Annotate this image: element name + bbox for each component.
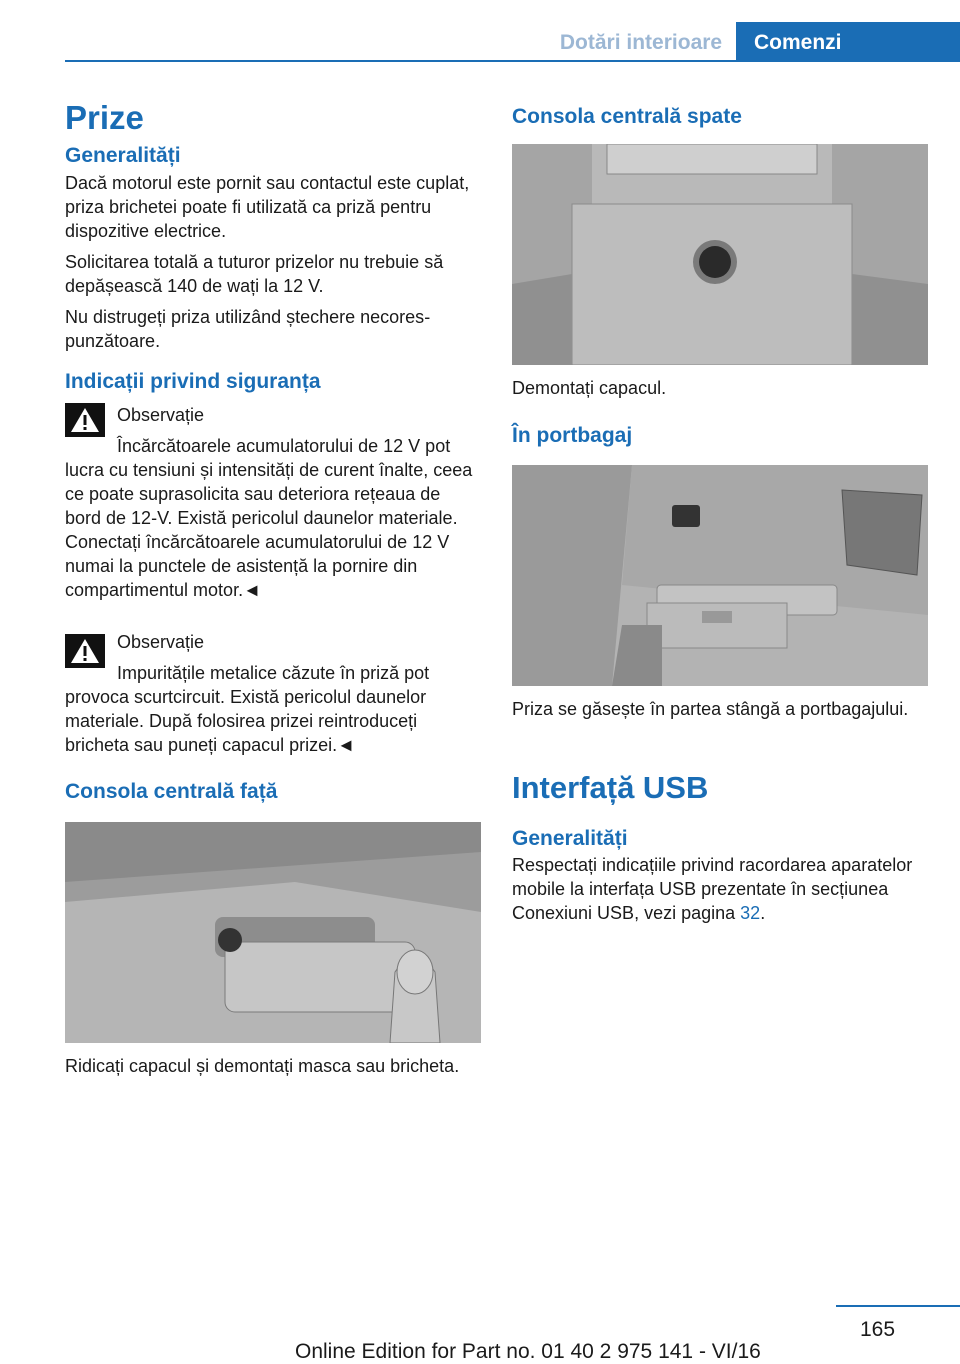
footer-rule: [836, 1305, 960, 1307]
usb-paragraph: [512, 853, 928, 925]
header-section-tab[interactable]: Dotări interioare: [559, 31, 723, 54]
trunk-image: [512, 465, 928, 686]
warning-triangle-icon: [65, 403, 105, 437]
warning-text: Încărcătoarele acumulatorului de 12 V pot lucra cu tensiuni și intensități de curent înalte, ceea ce poate suprasolicita sau deteriora rețeaua de bord de 12-V. Există pericolul daunelor materiale. Conectați încărcătoarele acumulatorului de 12 V numai la punctele de asistență la pornire din compartimentul motor.◄: [65, 436, 473, 600]
usb-general-heading: Generalități: [512, 827, 628, 850]
warning-block-2: [65, 628, 481, 757]
warning-label: Observație: [117, 405, 205, 425]
front-console-caption: Ridicați capacul și demontați masca sau bricheta.: [65, 1056, 460, 1076]
safety-heading: Indicații privind siguranța: [65, 370, 321, 393]
general-para-1: Dacă motorul este pornit sau contactul este cuplat, priza brichetei poate fi utilizată ca priză pentru dispozitive electrice.: [65, 173, 470, 241]
right-column: [512, 95, 928, 925]
front-console-heading: Consola centrală față: [65, 780, 278, 803]
usb-text-end: .: [760, 903, 766, 923]
front-console-image: [65, 822, 481, 1043]
usb-title: Interfață USB: [512, 770, 709, 805]
general-heading: Generalități: [65, 144, 181, 167]
page-link[interactable]: 32: [740, 903, 761, 923]
warning-block-1: [65, 397, 481, 602]
general-para-2: Solicitarea totală a tuturor prizelor nu trebuie să depășească 140 de wați la 12 V.: [65, 252, 444, 296]
general-para-3: Nu distrugeți priza utilizând ștechere necorespunzătoare.: [65, 307, 431, 351]
left-column: [65, 95, 481, 1078]
footer-edition: Online Edition for Part no. 01 40 2 975 141 - VI/16: [295, 1340, 761, 1363]
warning-text: Impuritățile metalice căzute în priză pot provoca scurtcircuit. Există pericolul daunelor materiale. După folosirea prizei reintroduceți bricheta sau puneți capacul prizei.◄: [65, 663, 430, 755]
trunk-caption: Priza se găsește în partea stângă a portbagajului.: [512, 699, 909, 719]
rear-console-image: [512, 144, 928, 365]
page-title: Prize: [65, 99, 144, 136]
page-number: 165: [860, 1318, 896, 1341]
header-chapter-tab[interactable]: Comenzi: [736, 22, 960, 62]
rear-console-caption: Demontați capacul.: [512, 378, 667, 398]
rear-console-heading: Consola centrală spate: [512, 105, 742, 128]
usb-text: Respectați indicațiile privind racordarea aparatelor mobile la interfața USB prezentate în secțiunea Conexiuni USB, vezi pagina: [512, 855, 913, 923]
warning-triangle-icon: [65, 634, 105, 668]
trunk-heading: În portbagaj: [512, 424, 633, 447]
warning-label: Observație: [117, 632, 205, 652]
